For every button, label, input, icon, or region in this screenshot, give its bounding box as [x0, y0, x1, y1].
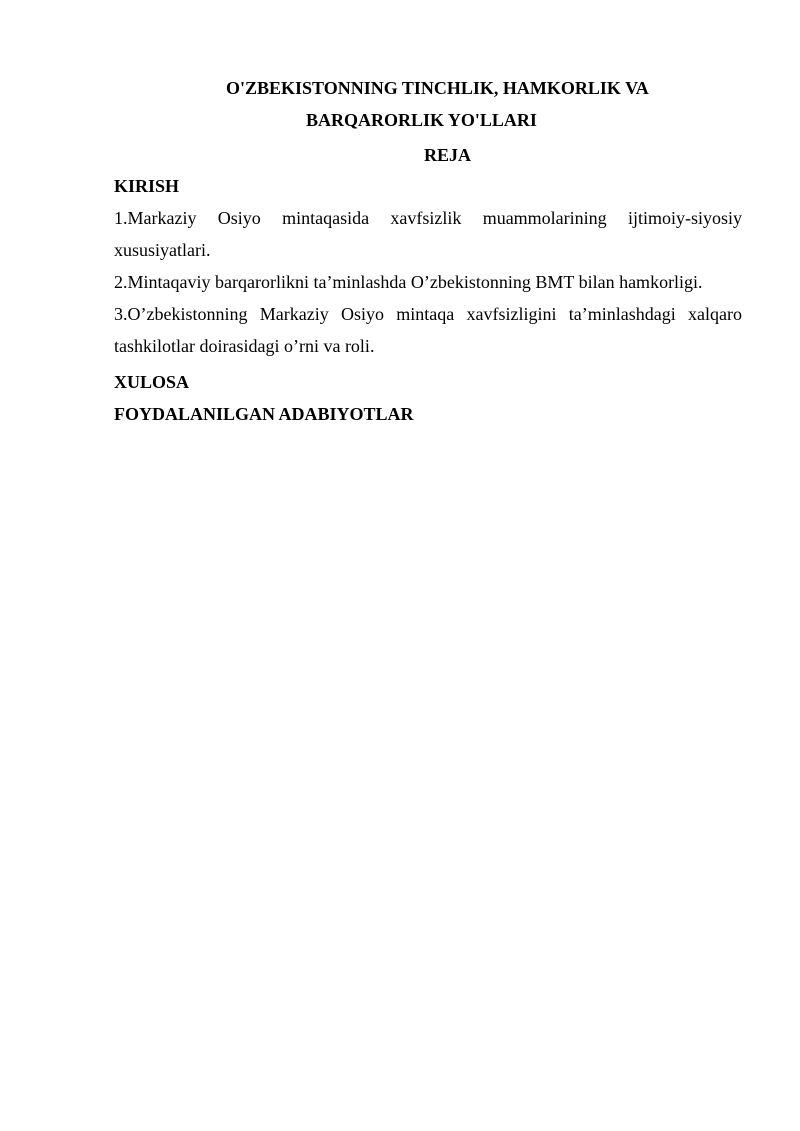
conclusion-heading: XULOSA	[114, 372, 190, 392]
references-heading: FOYDALANILGAN ADABIYOTLAR	[114, 404, 414, 424]
plan-content	[114, 174, 742, 426]
plan-item-3: 3.O’zbekistonning Markaziy Osiyo mintaqa xavfsizligini ta’minlashdagi xalqaro tashkilotlar doirasidagi o’rni va roli.	[114, 304, 742, 356]
plan-heading: REJA	[424, 145, 472, 165]
plan-item-1: 1.Markaziy Osiyo mintaqasida xavfsizlik muammolarining ijtimoiy-siyosiy xususiyatlari.	[114, 208, 742, 260]
plan-item-2: 2.Mintaqaviy barqarorlikni ta’minlashda O’zbekistonning BMT bilan hamkorligi.	[114, 272, 703, 292]
document-title-line-2: BARQARORLIK YO'LLARI	[306, 110, 537, 130]
document-title-line-1: O'ZBEKISTONNING TINCHLIK, HAMKORLIK VA	[226, 78, 649, 98]
intro-heading: KIRISH	[114, 176, 180, 196]
